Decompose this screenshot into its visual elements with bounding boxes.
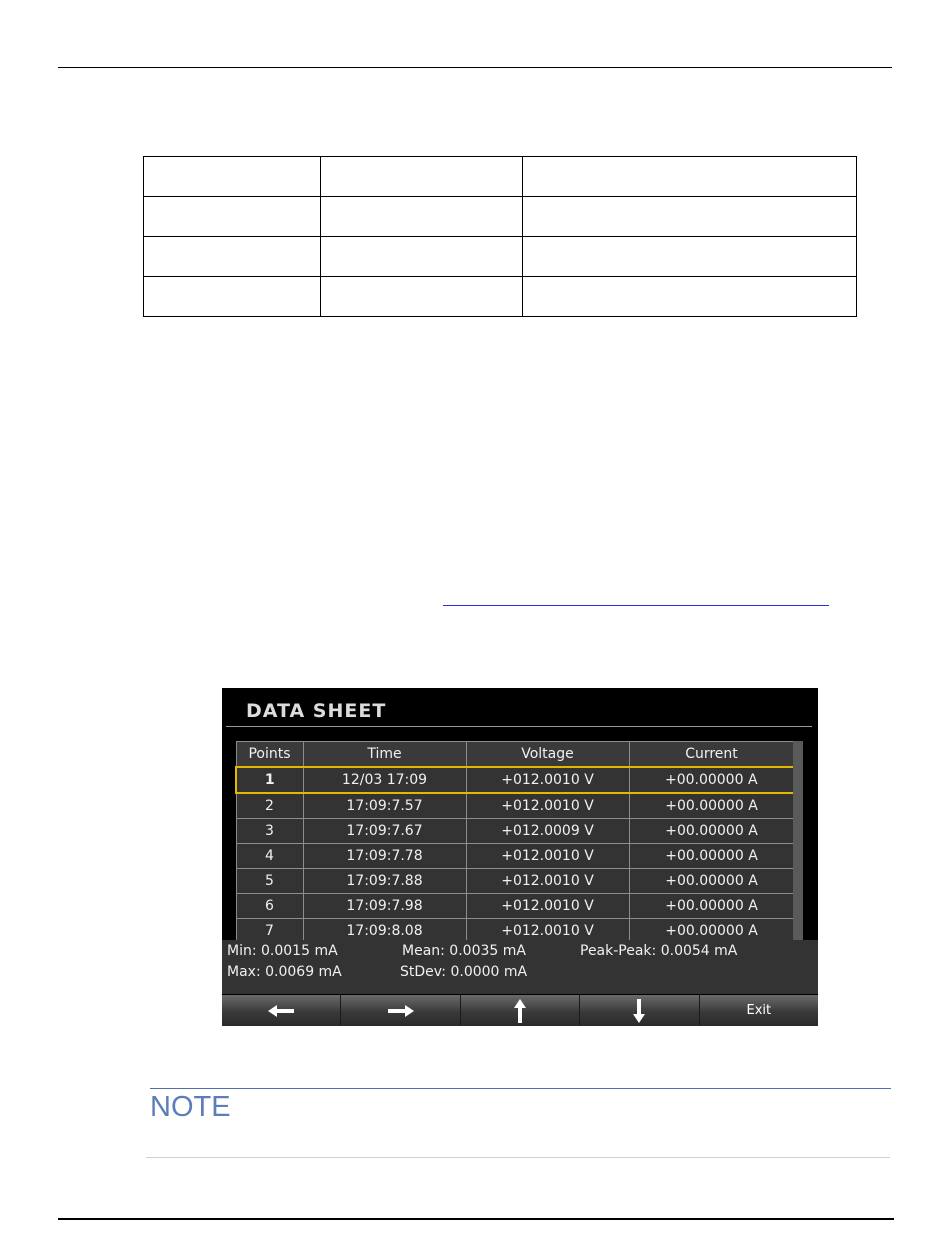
reference-cell [321, 237, 523, 277]
cell-current: +00.00000 A [629, 919, 794, 944]
cell-current: +00.00000 A [629, 844, 794, 869]
arrow-up-icon [514, 999, 526, 1023]
arrow-right-icon [388, 1004, 414, 1018]
cell-point: 7 [236, 919, 303, 944]
cross-reference-link[interactable] [443, 605, 829, 606]
cell-time: 17:09:7.67 [303, 819, 466, 844]
reference-cell [321, 197, 523, 237]
cell-point: 3 [236, 819, 303, 844]
column-header[interactable]: Voltage [466, 742, 629, 768]
cell-point: 5 [236, 869, 303, 894]
cell-time: 17:09:7.78 [303, 844, 466, 869]
scrollbar[interactable] [793, 741, 803, 941]
cell-voltage: +012.0010 V [466, 767, 629, 793]
reference-row [144, 157, 857, 197]
table-row[interactable] [236, 869, 794, 894]
column-header[interactable]: Points [236, 742, 303, 768]
reference-cell [321, 277, 523, 317]
cell-voltage: +012.0009 V [466, 819, 629, 844]
cell-time: 17:09:7.98 [303, 894, 466, 919]
stat-max: Max: 0.0069 mA [227, 964, 342, 980]
cell-current: +00.00000 A [629, 793, 794, 819]
note-label: NOTE [150, 1091, 231, 1123]
cell-current: +00.00000 A [629, 894, 794, 919]
softkey-right[interactable] [341, 995, 460, 1026]
column-header[interactable]: Time [303, 742, 466, 768]
cell-time: 17:09:8.08 [303, 919, 466, 944]
screen-title: DATA SHEET [246, 700, 387, 722]
cell-current: +00.00000 A [629, 767, 794, 793]
cell-voltage: +012.0010 V [466, 869, 629, 894]
reference-cell [523, 157, 857, 197]
instrument-screenshot [222, 688, 818, 1026]
softkey-left[interactable] [222, 995, 341, 1026]
header-rule [58, 67, 892, 68]
cell-time: 12/03 17:09 [303, 767, 466, 793]
reference-cell [523, 237, 857, 277]
table-row[interactable] [236, 767, 794, 793]
table-row[interactable] [236, 844, 794, 869]
table-row[interactable] [236, 819, 794, 844]
reference-cell [523, 197, 857, 237]
note-top-rule [150, 1088, 891, 1089]
cell-point: 6 [236, 894, 303, 919]
reference-row [144, 277, 857, 317]
stat-stdev: StDev: 0.0000 mA [400, 964, 528, 980]
stat-min: Min: 0.0015 mA [227, 943, 338, 959]
cell-point: 4 [236, 844, 303, 869]
softkey-down[interactable] [580, 995, 699, 1026]
table-row[interactable] [236, 793, 794, 819]
cell-current: +00.00000 A [629, 819, 794, 844]
stat-mean: Mean: 0.0035 mA [402, 943, 526, 959]
exit-label: Exit [746, 1003, 772, 1018]
reference-cell [321, 157, 523, 197]
title-divider [226, 726, 812, 727]
statistics-panel [222, 940, 818, 994]
cell-voltage: +012.0010 V [466, 844, 629, 869]
cell-time: 17:09:7.57 [303, 793, 466, 819]
table-row[interactable] [236, 894, 794, 919]
reference-cell [144, 277, 321, 317]
note-bottom-rule [146, 1157, 890, 1158]
reference-cell [144, 197, 321, 237]
cell-point: 1 [236, 767, 303, 793]
reference-cell [523, 277, 857, 317]
data-sheet-table [235, 741, 795, 944]
arrow-left-icon [268, 1004, 294, 1018]
reference-row [144, 197, 857, 237]
stat-peak-peak: Peak-Peak: 0.0054 mA [580, 943, 738, 959]
softkey-bar [222, 995, 818, 1026]
footer-rule [58, 1218, 894, 1220]
cell-point: 2 [236, 793, 303, 819]
reference-cell [144, 157, 321, 197]
reference-cell [144, 237, 321, 277]
arrow-down-icon [633, 999, 645, 1023]
reference-table [143, 156, 857, 317]
cell-current: +00.00000 A [629, 869, 794, 894]
cell-time: 17:09:7.88 [303, 869, 466, 894]
exit-button[interactable] [700, 995, 818, 1026]
cell-voltage: +012.0010 V [466, 919, 629, 944]
reference-row [144, 237, 857, 277]
column-header[interactable]: Current [629, 742, 794, 768]
cell-voltage: +012.0010 V [466, 894, 629, 919]
cell-voltage: +012.0010 V [466, 793, 629, 819]
softkey-up[interactable] [461, 995, 580, 1026]
